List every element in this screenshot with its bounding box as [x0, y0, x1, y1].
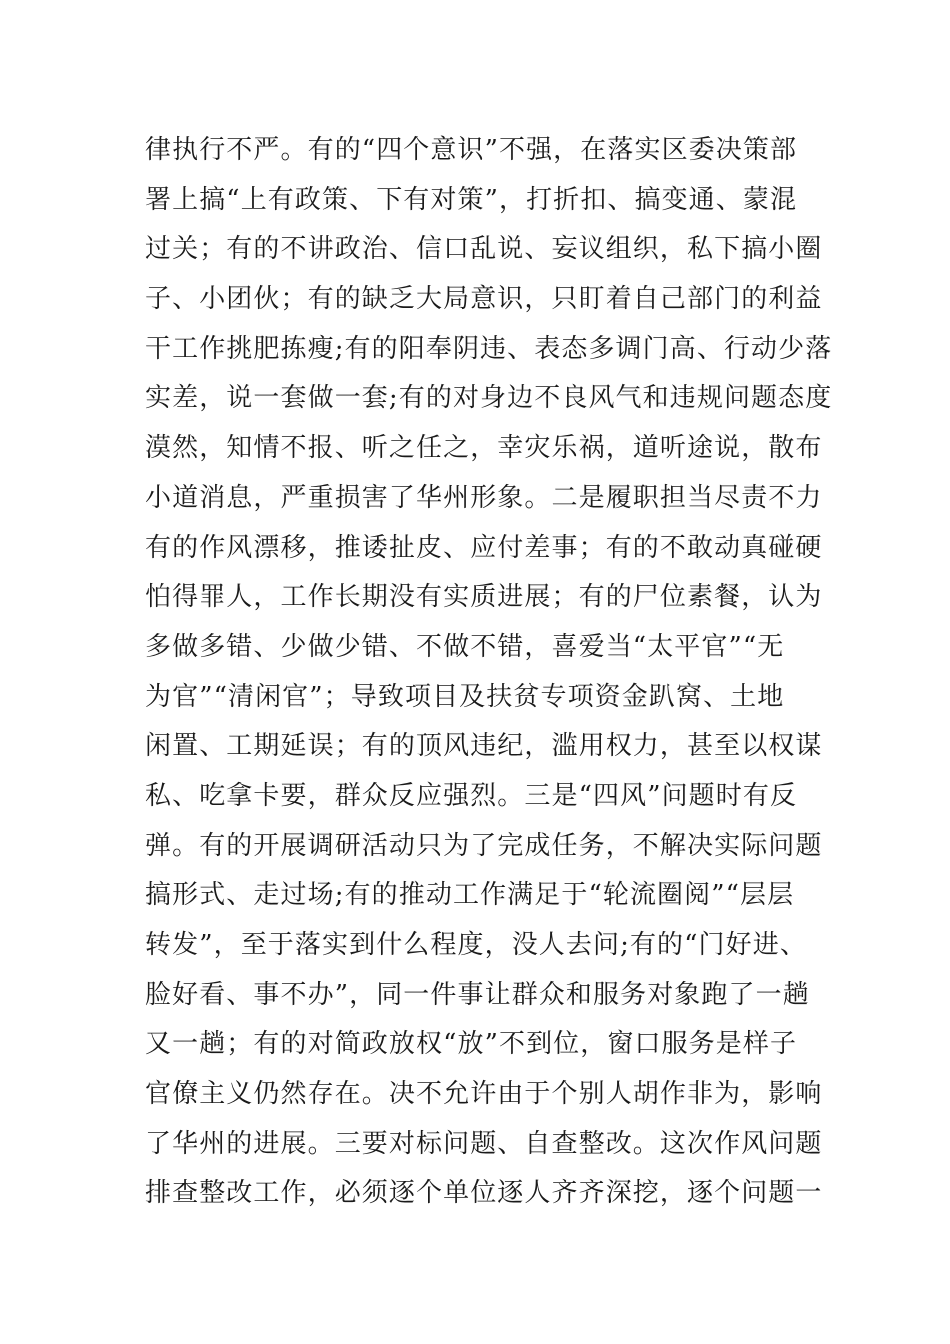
- text-line: 署上搞“上有政策、下有对策”，打折扣、搞变通、蒙混: [145, 184, 798, 215]
- text-line: 闲置、工期延误；有的顶风违纪，滥用权力，甚至以权谋: [145, 731, 823, 762]
- text-line: 私、吃拿卡要，群众反应强烈。三是“四风”问题时有反: [145, 780, 798, 811]
- text-line: 小道消息，严重损害了华州形象。二是履职担当尽责不力: [145, 482, 823, 513]
- body-text: [145, 126, 833, 1219]
- text-line: 过关；有的不讲政治、信口乱说、妄议组织，私下搞小圈: [145, 234, 823, 265]
- text-line: 排查整改工作，必须逐个单位逐人齐齐深挖，逐个问题一: [145, 1178, 823, 1209]
- text-line: 转发”，至于落实到什么程度，没人去问;有的“门好进、: [145, 930, 807, 960]
- text-line: 漠然，知情不报、听之任之，幸灾乐祸，道听途说，散布: [145, 433, 823, 464]
- text-line: 干工作挑肥拣瘦;有的阳奉阴违、表态多调门高、行动少落: [145, 333, 833, 364]
- text-line: 怕得罪人，工作长期没有实质进展；有的尸位素餐，认为: [145, 582, 823, 613]
- text-line: 弹。有的开展调研活动只为了完成任务，不解决实际问题: [145, 830, 823, 861]
- text-line: 子、小团伙；有的缺乏大局意识，只盯着自己部门的利益: [145, 284, 823, 315]
- text-line: 了华州的进展。三要对标问题、自查整改。这次作风问题: [145, 1128, 823, 1159]
- text-line: 实差，说一套做一套;有的对身边不良风气和违规问题态度: [145, 383, 833, 414]
- text-line: 多做多错、少做少错、不做不错，喜爱当“太平官”“无: [145, 631, 785, 662]
- text-line: 脸好看、事不办”，同一件事让群众和服务对象跑了一趟: [145, 979, 810, 1010]
- text-line: 有的作风漂移，推诿扯皮、应付差事；有的不敢动真碰硬: [145, 532, 823, 563]
- text-line: 官僚主义仍然存在。决不允许由于个别人胡作非为，影响: [145, 1079, 823, 1110]
- text-line: 为官”“清闲官”；导致项目及扶贫专项资金趴窝、土地: [145, 681, 785, 712]
- text-line: 搞形式、走过场;有的推动工作满足于“轮流圈阅”“层层: [145, 880, 795, 911]
- text-line: 又一趟；有的对简政放权“放”不到位，窗口服务是样子: [145, 1029, 798, 1060]
- text-line: 律执行不严。有的“四个意识”不强，在落实区委决策部: [145, 135, 798, 165]
